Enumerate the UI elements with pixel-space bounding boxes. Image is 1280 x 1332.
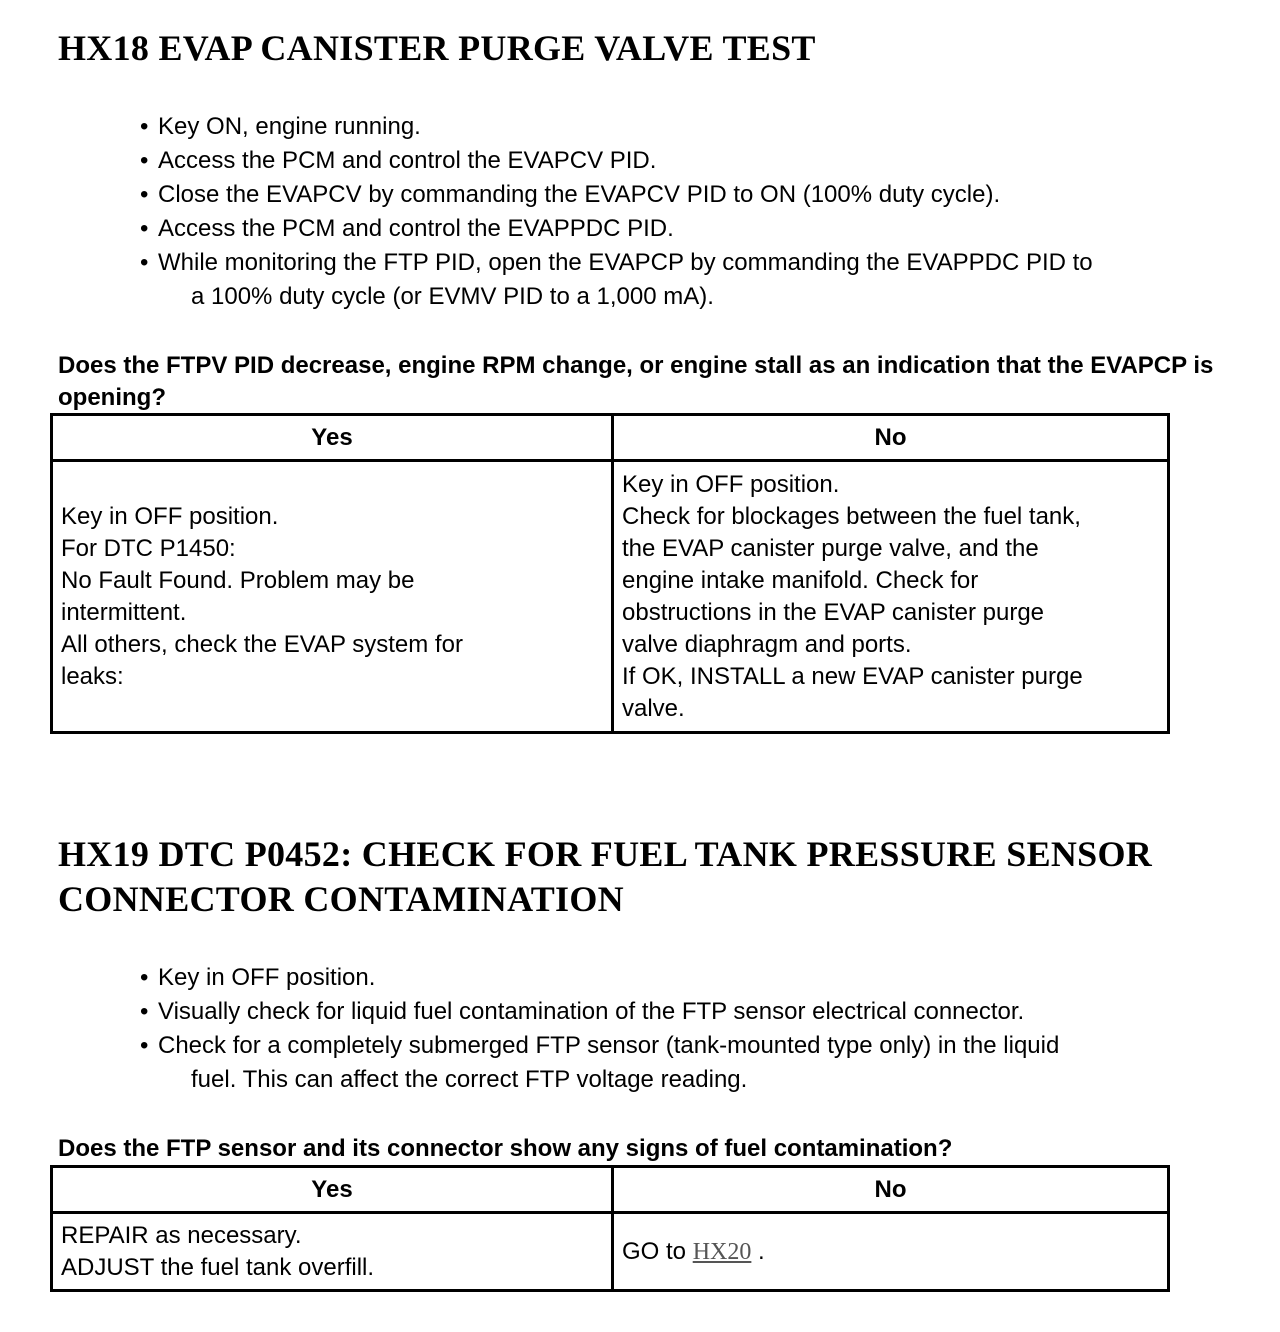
list-item: • Key ON, engine running. (140, 110, 1093, 144)
list-item: • While monitoring the FTP PID, open the EVAPCP by commanding the EVAPPDC PID to a 100% duty cycle (or EVMV PID to a 1,000 mA). (140, 246, 1093, 314)
bullet-icon: • (140, 113, 149, 140)
yes-header: Yes (52, 415, 613, 461)
bullet-icon: • (140, 181, 149, 208)
no-header: No (613, 415, 1169, 461)
no-cell: Key in OFF position. Check for blockages between the fuel tank, the EVAP canister purge valve, and the engine intake manifold. Check for obstructions in the EVAP canister purge valve diaphragm and ports. If OK, INSTALL a new EVAP canister purge valve. (613, 461, 1169, 733)
bullet-icon: • (140, 249, 149, 276)
no-header: No (613, 1167, 1169, 1213)
list-item: • Access the PCM and control the EVAPPDC PID. (140, 212, 1093, 246)
hx18-title: HX18 EVAP CANISTER PURGE VALVE TEST (58, 28, 816, 68)
list-item: • Visually check for liquid fuel contamination of the FTP sensor electrical connector. (140, 995, 1059, 1029)
bullet-icon: • (140, 998, 149, 1025)
yes-cell: Key in OFF position. For DTC P1450: No Fault Found. Problem may be intermittent. All others, check the EVAP system for leaks: (52, 461, 613, 733)
hx20-link[interactable]: HX20 (692, 1238, 752, 1265)
yes-cell: REPAIR as necessary. ADJUST the fuel tank overfill. (52, 1213, 613, 1291)
bullet-icon: • (140, 964, 149, 991)
bullet-icon: • (140, 147, 149, 174)
list-item: • Access the PCM and control the EVAPCV PID. (140, 144, 1093, 178)
bullet-icon: • (140, 215, 149, 242)
list-item: • Key in OFF position. (140, 961, 1059, 995)
hx18-steps (140, 110, 1093, 314)
list-item: • Close the EVAPCV by commanding the EVAPCV PID to ON (100% duty cycle). (140, 178, 1093, 212)
yes-header: Yes (52, 1167, 613, 1213)
bullet-icon: • (140, 1032, 149, 1059)
hx18-answer-table (50, 413, 1170, 734)
hx18-question: Does the FTPV PID decrease, engine RPM change, or engine stall as an indication that the EVAPCP is opening? (58, 352, 1214, 411)
hx19-question: Does the FTP sensor and its connector show any signs of fuel contamination? (58, 1135, 953, 1162)
no-cell: GO to HX20 . (613, 1213, 1169, 1291)
hx19-answer-table (50, 1165, 1170, 1292)
list-item: • Check for a completely submerged FTP sensor (tank-mounted type only) in the liquid fuel. This can affect the correct FTP voltage reading. (140, 1029, 1059, 1097)
hx19-title: HX19 DTC P0452: CHECK FOR FUEL TANK PRESSURE SENSOR CONNECTOR CONTAMINATION (58, 834, 1153, 919)
hx19-steps (140, 961, 1059, 1097)
